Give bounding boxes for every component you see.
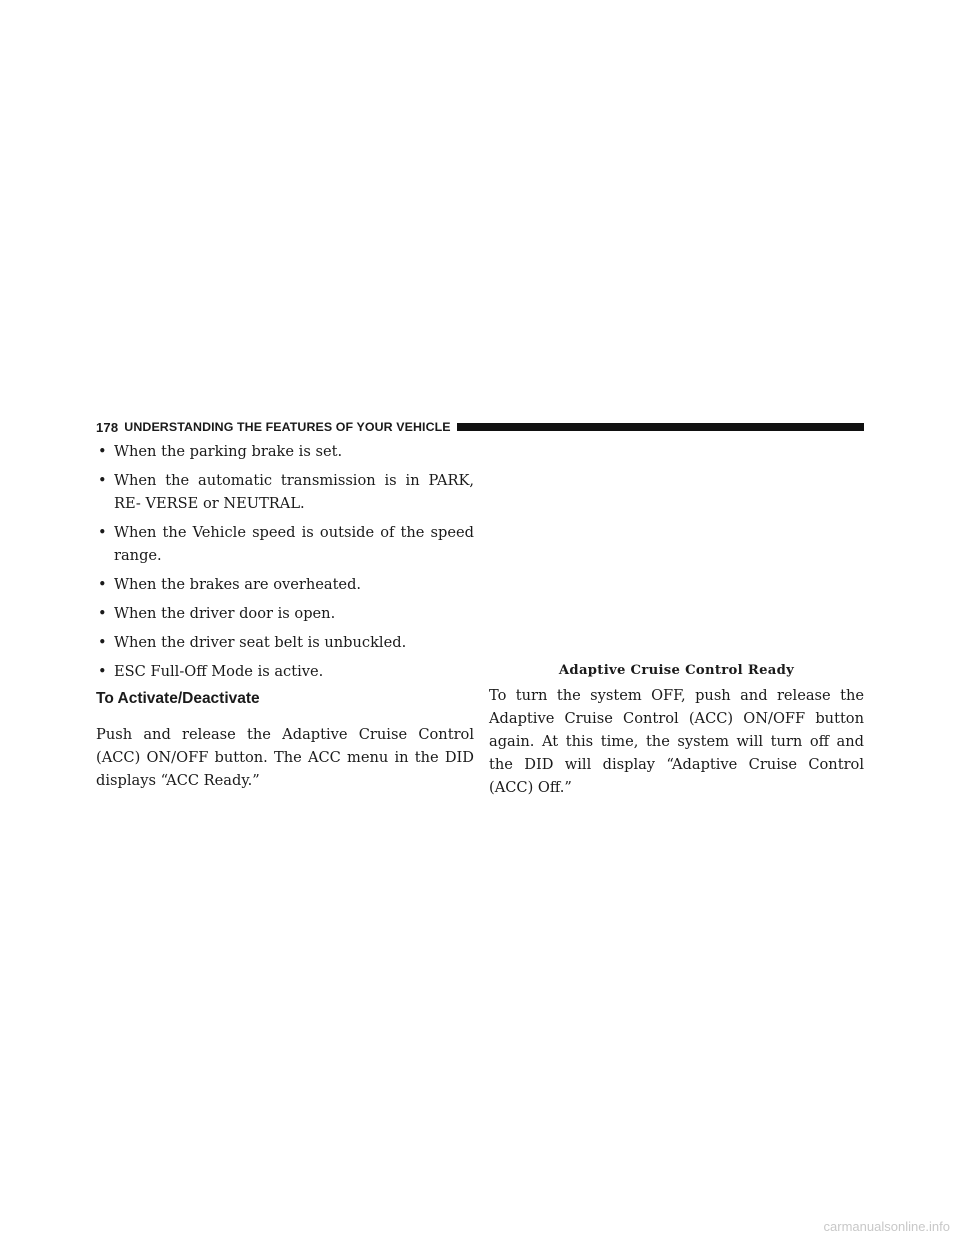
bullet-icon: •	[98, 443, 107, 460]
bullet-icon: •	[98, 663, 107, 680]
list-item: • When the driver seat belt is unbuckled.	[96, 631, 474, 654]
bullet-icon: •	[98, 634, 107, 651]
left-column	[96, 440, 474, 792]
page-header	[96, 418, 864, 436]
figure-placeholder	[489, 440, 864, 662]
list-item: • When the Vehicle speed is outside of the speed range.	[96, 521, 474, 567]
list-item: • When the automatic transmission is in PARK, RE- VERSE or NEUTRAL.	[96, 469, 474, 515]
bullet-icon: •	[98, 472, 107, 489]
watermark: carmanualsonline.info	[823, 1219, 950, 1234]
figure-caption: Adaptive Cruise Control Ready	[558, 663, 795, 678]
header-rule	[457, 423, 864, 431]
page-number: 178	[96, 419, 119, 435]
bullet-icon: •	[98, 576, 107, 593]
condition-list	[96, 440, 474, 683]
subheading-activate: To Activate/Deactivate	[96, 690, 260, 707]
bullet-icon: •	[98, 524, 107, 541]
bullet-icon: •	[98, 605, 107, 622]
right-column	[489, 440, 864, 799]
list-item: • When the parking brake is set.	[96, 440, 474, 463]
list-item: • When the brakes are overheated.	[96, 573, 474, 596]
list-item: • When the driver door is open.	[96, 602, 474, 625]
deactivate-paragraph: To turn the system OFF, push and release the Adaptive Cruise Control (ACC) ON/OFF button again. At this time, the system will turn off and the DID will display “Adaptive Cruise Control (ACC) Off.”	[489, 687, 864, 796]
section-title: UNDERSTANDING THE FEATURES OF YOUR VEHICLE	[124, 420, 451, 434]
list-item: • ESC Full-Off Mode is active.	[96, 660, 474, 683]
activate-paragraph: Push and release the Adaptive Cruise Control (ACC) ON/OFF button. The ACC menu in the DID displays “ACC Ready.”	[96, 726, 474, 789]
